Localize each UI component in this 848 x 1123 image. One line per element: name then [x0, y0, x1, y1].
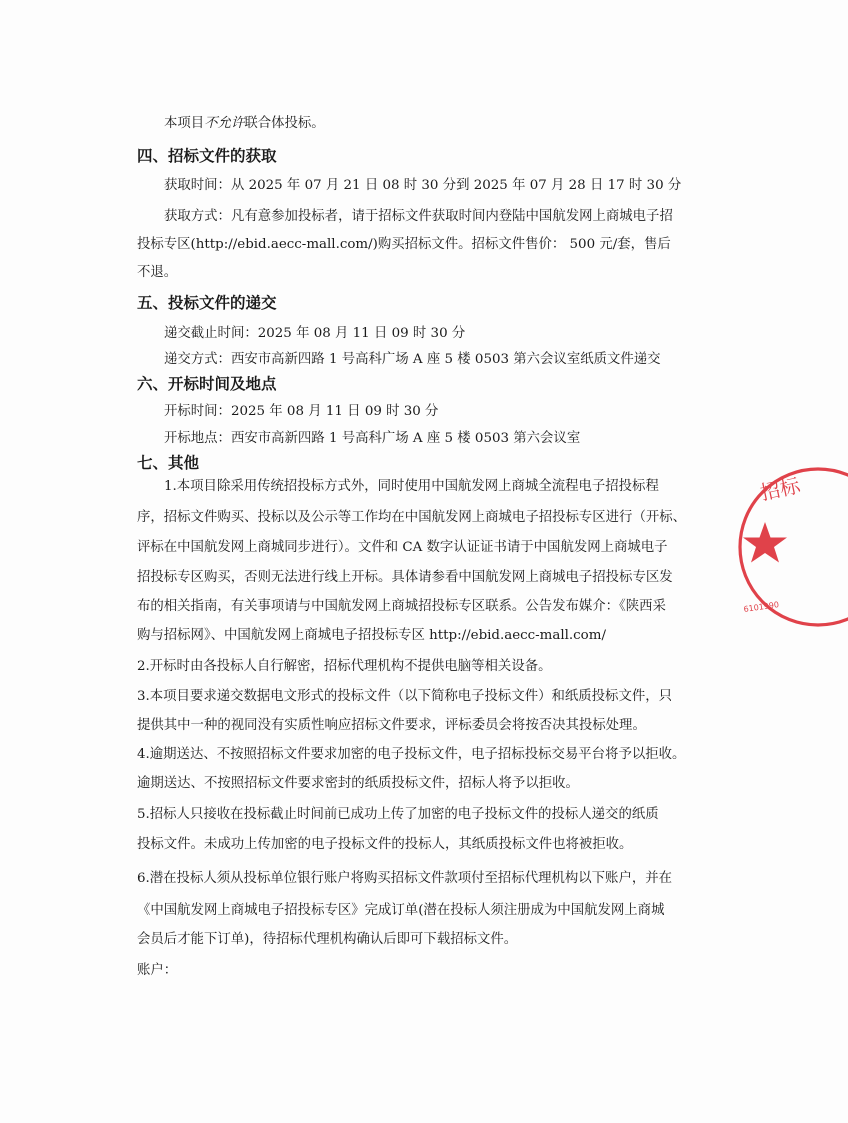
other-item-3-line-2: 提供其中一种的视同没有实质性响应招标文件要求，评标委员会将按否决其投标处理。: [137, 718, 646, 733]
obtain-time: 获取时间：从 2025 年 07 月 21 日 08 时 30 分到 2025 年 07 月 28 日 17 时 30 分: [164, 178, 682, 193]
section-5-heading: 五、投标文件的递交: [137, 294, 277, 312]
other-item-1-line-1: 1.本项目除采用传统招投标方式外，同时使用中国航发网上商城全流程电子招投标程: [164, 479, 659, 494]
opening-time: 开标时间：2025 年 08 月 11 日 09 时 30 分: [164, 404, 439, 419]
section-6-heading: 六、开标时间及地点: [137, 375, 277, 393]
section-7-heading: 七、其他: [137, 454, 200, 472]
obtain-method-line-2: 投标专区(http://ebid.aecc-mall.com/)购买招标文件。招标文件售价： 500 元/套，售后: [137, 237, 671, 252]
section-4-heading: 四、招标文件的获取: [137, 147, 277, 165]
other-item-1-line-3: 评标在中国航发网上商城同步进行）。文件和 CA 数字认证证书请于中国航发网上商城电子: [137, 540, 668, 555]
joint-bid-prefix: 本项目: [164, 116, 205, 131]
official-seal-stamp: [738, 462, 848, 632]
other-item-5-line-2: 投标文件。未成功上传加密的电子投标文件的投标人，其纸质投标文件也将被拒收。: [137, 837, 633, 852]
other-item-3-line-1: 3.本项目要求递交数据电文形式的投标文件（以下简称电子投标文件）和纸质投标文件，只: [137, 689, 673, 704]
submit-method: 递交方式：西安市高新四路 1 号高科广场 A 座 5 楼 0503 第六会议室纸质文件递交: [164, 352, 661, 367]
seal-text: 招标: [758, 473, 803, 505]
joint-bid-line: [164, 115, 325, 133]
other-item-6-line-1: 6.潜在投标人须从投标单位银行账户将购买招标文件款项付至招标代理机构以下账户，并在: [137, 871, 673, 886]
seal-star-icon: [743, 522, 787, 563]
other-item-1-line-4: 招投标专区购买，否则无法进行线上开标。具体请参看中国航发网上商城电子招投标专区发: [137, 570, 673, 585]
other-item-4-line-2: 逾期送达、不按照招标文件要求密封的纸质投标文件，招标人将予以拒收。: [137, 776, 579, 791]
seal-code: 6101990: [743, 600, 780, 614]
submit-deadline: 递交截止时间：2025 年 08 月 11 日 09 时 30 分: [164, 326, 466, 341]
other-item-1-line-2: 序，招标文件购买、投标以及公示等工作均在中国航发网上商城电子招投标专区进行（开标、: [137, 510, 687, 525]
obtain-method-line-1: 获取方式：凡有意参加投标者，请于招标文件获取时间内登陆中国航发网上商城电子招: [164, 209, 673, 224]
opening-place: 开标地点：西安市高新四路 1 号高科广场 A 座 5 楼 0503 第六会议室: [164, 431, 581, 446]
account-label: 账户：: [137, 963, 178, 978]
other-item-1-line-5: 布的相关指南，有关事项请与中国航发网上商城招投标专区联系。公告发布媒介：《陕西采: [137, 599, 666, 614]
other-item-5-line-1: 5.招标人只接收在投标截止时间前已成功上传了加密的电子投标文件的投标人递交的纸质: [137, 807, 659, 822]
other-item-1-line-6: 购与招标网》、中国航发网上商城电子招投标专区 http://ebid.aecc-mall.com/: [137, 628, 606, 643]
obtain-method-line-3: 不退。: [137, 265, 178, 280]
other-item-4-line-1: 4.逾期送达、不按照招标文件要求加密的电子投标文件，电子招标投标交易平台将予以拒收。: [137, 747, 686, 762]
other-item-6-line-3: 会员后才能下订单)，待招标代理机构确认后即可下载招标文件。: [137, 932, 518, 947]
joint-bid-suffix: 联合体投标。: [244, 116, 325, 131]
joint-bid-not-allowed: 不允许: [204, 116, 245, 131]
other-item-2: 2.开标时由各投标人自行解密，招标代理机构不提供电脑等相关设备。: [137, 659, 552, 674]
other-item-6-line-2: 《中国航发网上商城电子招投标专区》完成订单(潜在投标人须注册成为中国航发网上商城: [137, 903, 665, 918]
